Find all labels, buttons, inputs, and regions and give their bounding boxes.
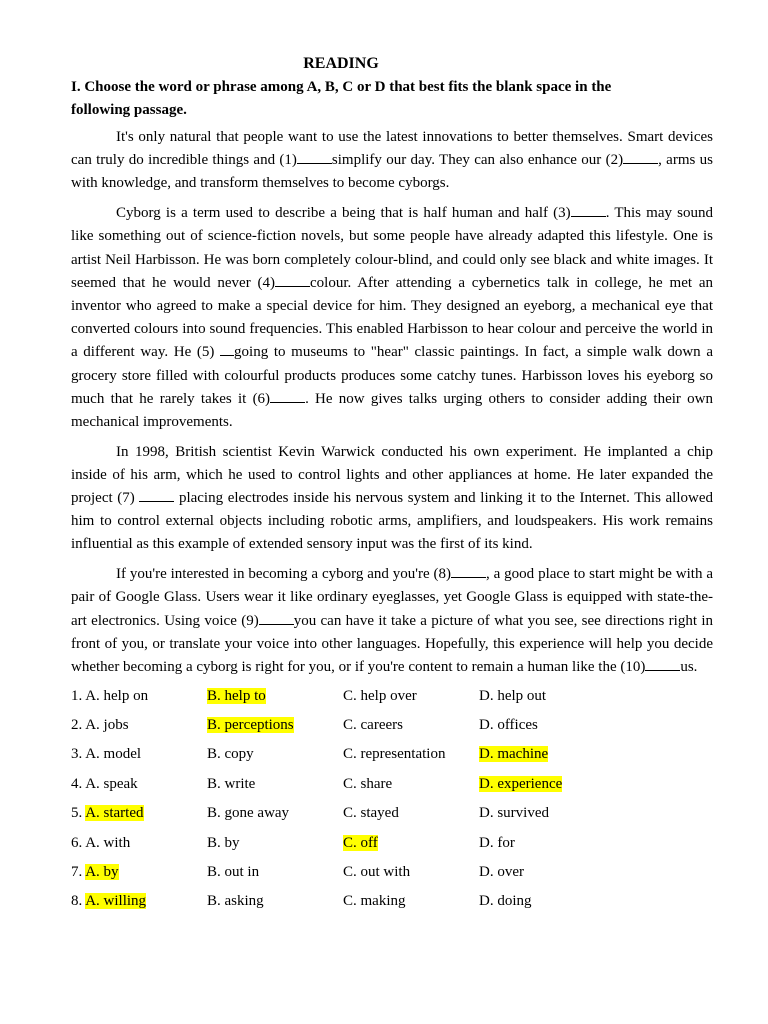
answer-blank (645, 658, 680, 671)
highlighted-answer-option: D. machine (479, 746, 549, 763)
question-number: 1. (71, 687, 86, 704)
answer-option: C. careers (343, 717, 403, 734)
option-cell (479, 774, 615, 794)
option-cell (343, 891, 479, 911)
passage-text: us. (680, 658, 698, 675)
option-cell (71, 803, 207, 823)
passage-text: placing electrodes inside his nervous system and linking it to the Internet. This allowed him to control external objects including robotic arms, amplifiers, and loudspeakers. His work remains influential as this example of extended sensory input was the first of its kind. (71, 490, 713, 553)
option-cell (207, 833, 343, 853)
question-row (71, 891, 713, 920)
highlighted-answer-option: A. willing (85, 893, 147, 910)
answer-blank (623, 151, 658, 164)
option-cell (71, 686, 207, 706)
option-cell (343, 686, 479, 706)
answer-option: A. help on (85, 687, 149, 704)
option-cell (479, 744, 615, 764)
question-row (71, 686, 713, 715)
answer-option: C. help over (343, 687, 417, 704)
passage-text: , a good place to start might be with a pair of Google Glass. Users wear it like ordinary eyeglasses, yet Google Glass is equipped with state-the-art electronics. Using voice (9) (71, 566, 714, 629)
passage-text: . He now gives talks urging others to consider adding their own mechanical improvements. (71, 390, 713, 430)
option-cell (207, 774, 343, 794)
answer-option: A. with (85, 834, 131, 851)
answer-option: B. write (207, 775, 256, 792)
answer-option: A. jobs (85, 717, 129, 734)
passage-text: simplify our day. They can also enhance our (2) (331, 152, 624, 169)
answer-option: B. out in (207, 864, 260, 881)
answer-option: D. offices (479, 717, 538, 734)
option-cell (71, 833, 207, 853)
option-cell (343, 833, 479, 853)
answer-blank (571, 204, 606, 217)
highlighted-answer-option: B. help to (207, 687, 266, 704)
option-cell (207, 686, 343, 706)
option-cell (207, 744, 343, 764)
option-cell (479, 715, 615, 735)
option-cell (71, 715, 207, 735)
page-title: READING (303, 55, 379, 72)
question-number: 3. (71, 746, 86, 763)
answer-option: B. asking (207, 893, 264, 910)
answer-option: C. out with (343, 864, 411, 881)
answer-blank (297, 151, 332, 164)
option-cell (343, 744, 479, 764)
passage-text: In 1998, British scientist Kevin Warwick conducted his own experiment. He implanted a chip inside of his arm, which he used to control lights and other appliances at home. He later expanded the project (7) (71, 443, 713, 507)
highlighted-answer-option: A. started (85, 805, 144, 822)
option-cell (207, 891, 343, 911)
option-cell (343, 774, 479, 794)
passage-paragraph (71, 563, 713, 679)
highlighted-answer-option: D. experience (479, 775, 563, 792)
option-cell (479, 686, 615, 706)
passage-text: Cyborg is a term used to describe a being that is half human and half (3) (116, 205, 571, 222)
passage-paragraph (71, 202, 713, 434)
passage-text: It's only natural that people want to use the latest innovations to better themselves. Smart devices can truly do incredible things and (1) (71, 129, 713, 169)
option-cell (207, 862, 343, 882)
answer-blank (275, 274, 310, 287)
question-number: 6. (71, 834, 86, 851)
answer-option: D. help out (479, 687, 547, 704)
passage-text: . This may sound like something out of science-fiction novels, but some people have already adapted this lifestyle. One is artist Neil Harbisson. He was born completely colour-blind, and could only see black and white images. It seemed that he would never (4) (71, 205, 714, 291)
answer-blank (451, 565, 486, 578)
passage-paragraph (71, 441, 713, 557)
passage-text: you can have it take a picture of what you see, see directions right in front of you, or translate your voice into other languages. Hopefully, this experience will help you decide whether becoming a cyborg is right for you, or if you're content to remain a human like the (10) (71, 612, 713, 675)
option-cell (343, 715, 479, 735)
passage-text: If you're interested in becoming a cyborg and you're (8) (116, 566, 451, 583)
option-cell (71, 862, 207, 882)
highlighted-answer-option: B. perceptions (207, 717, 294, 734)
answer-option: C. share (343, 775, 393, 792)
question-number: 7. (71, 864, 86, 881)
option-cell (71, 774, 207, 794)
question-number: 5. (71, 805, 86, 822)
document-page (71, 54, 713, 921)
option-cell (207, 803, 343, 823)
answer-option: C. representation (343, 746, 446, 763)
instruction-text: I. Choose the word or phrase among A, B, C or D that best fits the blank space in the following passage. (71, 79, 612, 118)
passage-text: going to museums to "hear" classic paintings. In fact, a simple walk down a grocery store filled with colourful products produces some catchy tunes. Harbisson loves his eyeborg so much that he rarely takes it (6) (71, 344, 713, 407)
answer-option: C. stayed (343, 805, 399, 822)
question-row (71, 803, 713, 832)
question-number: 2. (71, 717, 86, 734)
question-row (71, 774, 713, 803)
answer-option: D. doing (479, 893, 532, 910)
passage-paragraph (71, 126, 713, 196)
question-row (71, 744, 713, 773)
answer-blank (270, 390, 305, 403)
option-cell (479, 833, 615, 853)
option-cell (71, 891, 207, 911)
option-cell (479, 891, 615, 911)
answer-option: B. copy (207, 746, 254, 763)
highlighted-answer-option: C. off (343, 834, 378, 851)
passage-text: colour. After attending a cybernetics talk in college, he met an inventor who agreed to make a special device for him. They designed an eyeborg, a mechanical eye that converted colours into sound frequencies. This enabled Harbisson to hear colour and perceive the world in a different way. He (5) (71, 274, 713, 361)
option-cell (207, 715, 343, 735)
answer-option: A. speak (85, 775, 138, 792)
question-row (71, 715, 713, 744)
answer-option: D. for (479, 834, 515, 851)
question-row (71, 862, 713, 891)
highlighted-answer-option: A. by (85, 864, 119, 881)
answer-blank (220, 343, 234, 356)
option-cell (343, 862, 479, 882)
answer-option: D. over (479, 864, 524, 881)
answer-blank (139, 489, 174, 502)
reading-passage (71, 126, 713, 679)
option-cell (343, 803, 479, 823)
answer-option: B. by (207, 834, 240, 851)
option-cell (479, 862, 615, 882)
answer-option: B. gone away (207, 805, 290, 822)
question-row (71, 833, 713, 862)
answer-blank (259, 612, 294, 625)
answer-option: C. making (343, 893, 406, 910)
question-number: 4. (71, 775, 86, 792)
option-cell (71, 744, 207, 764)
answer-options (71, 686, 713, 921)
passage-text: , arms us with knowledge, and transform themselves to become cyborgs. (71, 152, 714, 192)
question-number: 8. (71, 893, 86, 910)
answer-option: A. model (85, 746, 142, 763)
answer-option: D. survived (479, 805, 549, 822)
option-cell (479, 803, 615, 823)
